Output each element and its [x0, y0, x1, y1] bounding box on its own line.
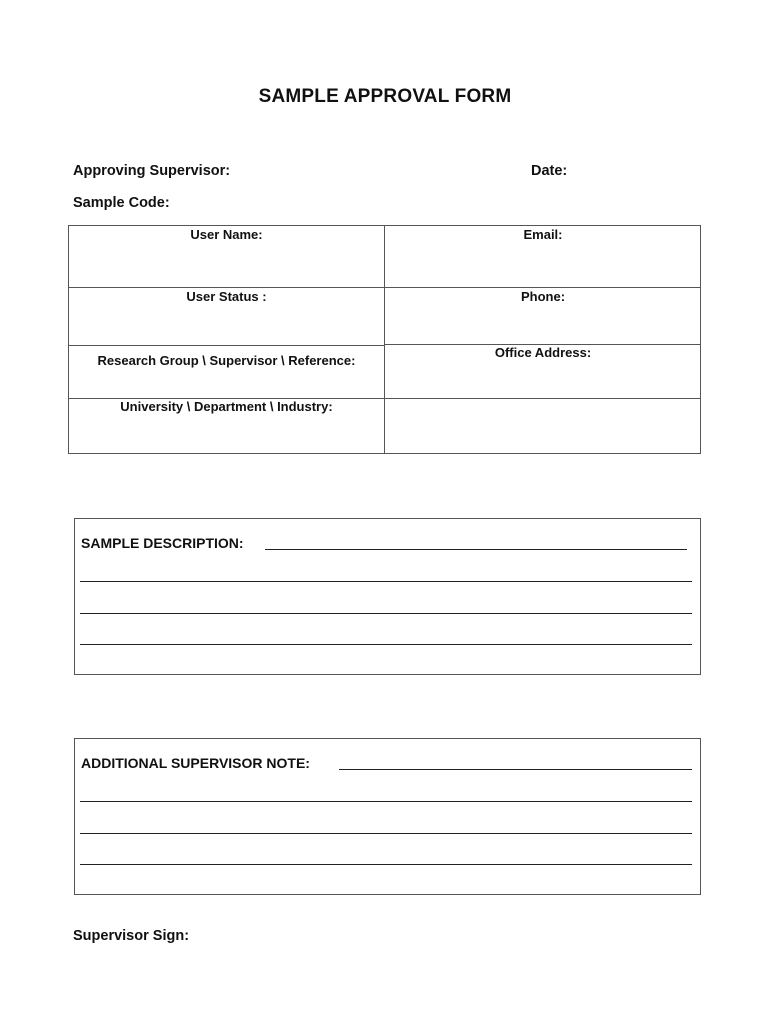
email-label: Email: — [523, 227, 563, 242]
university-label: University \ Department \ Industry: — [120, 399, 333, 414]
university-cell[interactable] — [69, 399, 385, 454]
sample-description-line-4[interactable] — [80, 644, 692, 645]
research-group-label: Research Group \ Supervisor \ Reference: — [97, 353, 356, 368]
user-name-label: User Name: — [190, 227, 263, 242]
office-address-label: Office Address: — [494, 345, 592, 360]
supervisor-note-line-3[interactable] — [80, 833, 692, 834]
user-info-grid — [68, 225, 701, 454]
supervisor-note-label: ADDITIONAL SUPERVISOR NOTE: — [81, 755, 310, 771]
user-status-cell[interactable] — [69, 288, 385, 345]
supervisor-sign-label: Supervisor Sign: — [73, 928, 190, 944]
supervisor-note-box — [74, 738, 701, 895]
supervisor-note-line-2[interactable] — [80, 801, 692, 802]
phone-cell[interactable] — [385, 288, 701, 345]
sample-description-box — [74, 518, 701, 675]
approving-supervisor-field[interactable] — [245, 163, 519, 181]
sample-description-line-3[interactable] — [80, 613, 692, 614]
supervisor-sign-field[interactable] — [205, 928, 509, 946]
sample-description-line-1[interactable] — [265, 549, 687, 550]
email-cell[interactable] — [385, 226, 701, 288]
sample-code-label: Sample Code: — [73, 195, 170, 211]
office-address-cell[interactable] — [385, 345, 701, 399]
sample-description-line-2[interactable] — [80, 581, 692, 582]
date-label: Date: — [531, 163, 568, 179]
approving-supervisor-label: Approving Supervisor: — [73, 163, 231, 179]
sample-code-field[interactable] — [182, 195, 506, 213]
sample-description-label: SAMPLE DESCRIPTION: — [81, 535, 244, 551]
user-status-label: User Status : — [186, 289, 267, 304]
user-name-cell[interactable] — [69, 226, 385, 288]
supervisor-note-line-4[interactable] — [80, 864, 692, 865]
university-value-cell[interactable] — [385, 399, 701, 454]
research-group-cell[interactable] — [69, 345, 385, 399]
supervisor-note-line-1[interactable] — [339, 769, 692, 770]
form-title: SAMPLE APPROVAL FORM — [258, 86, 512, 107]
phone-label: Phone: — [520, 289, 566, 304]
date-field[interactable] — [575, 163, 699, 181]
